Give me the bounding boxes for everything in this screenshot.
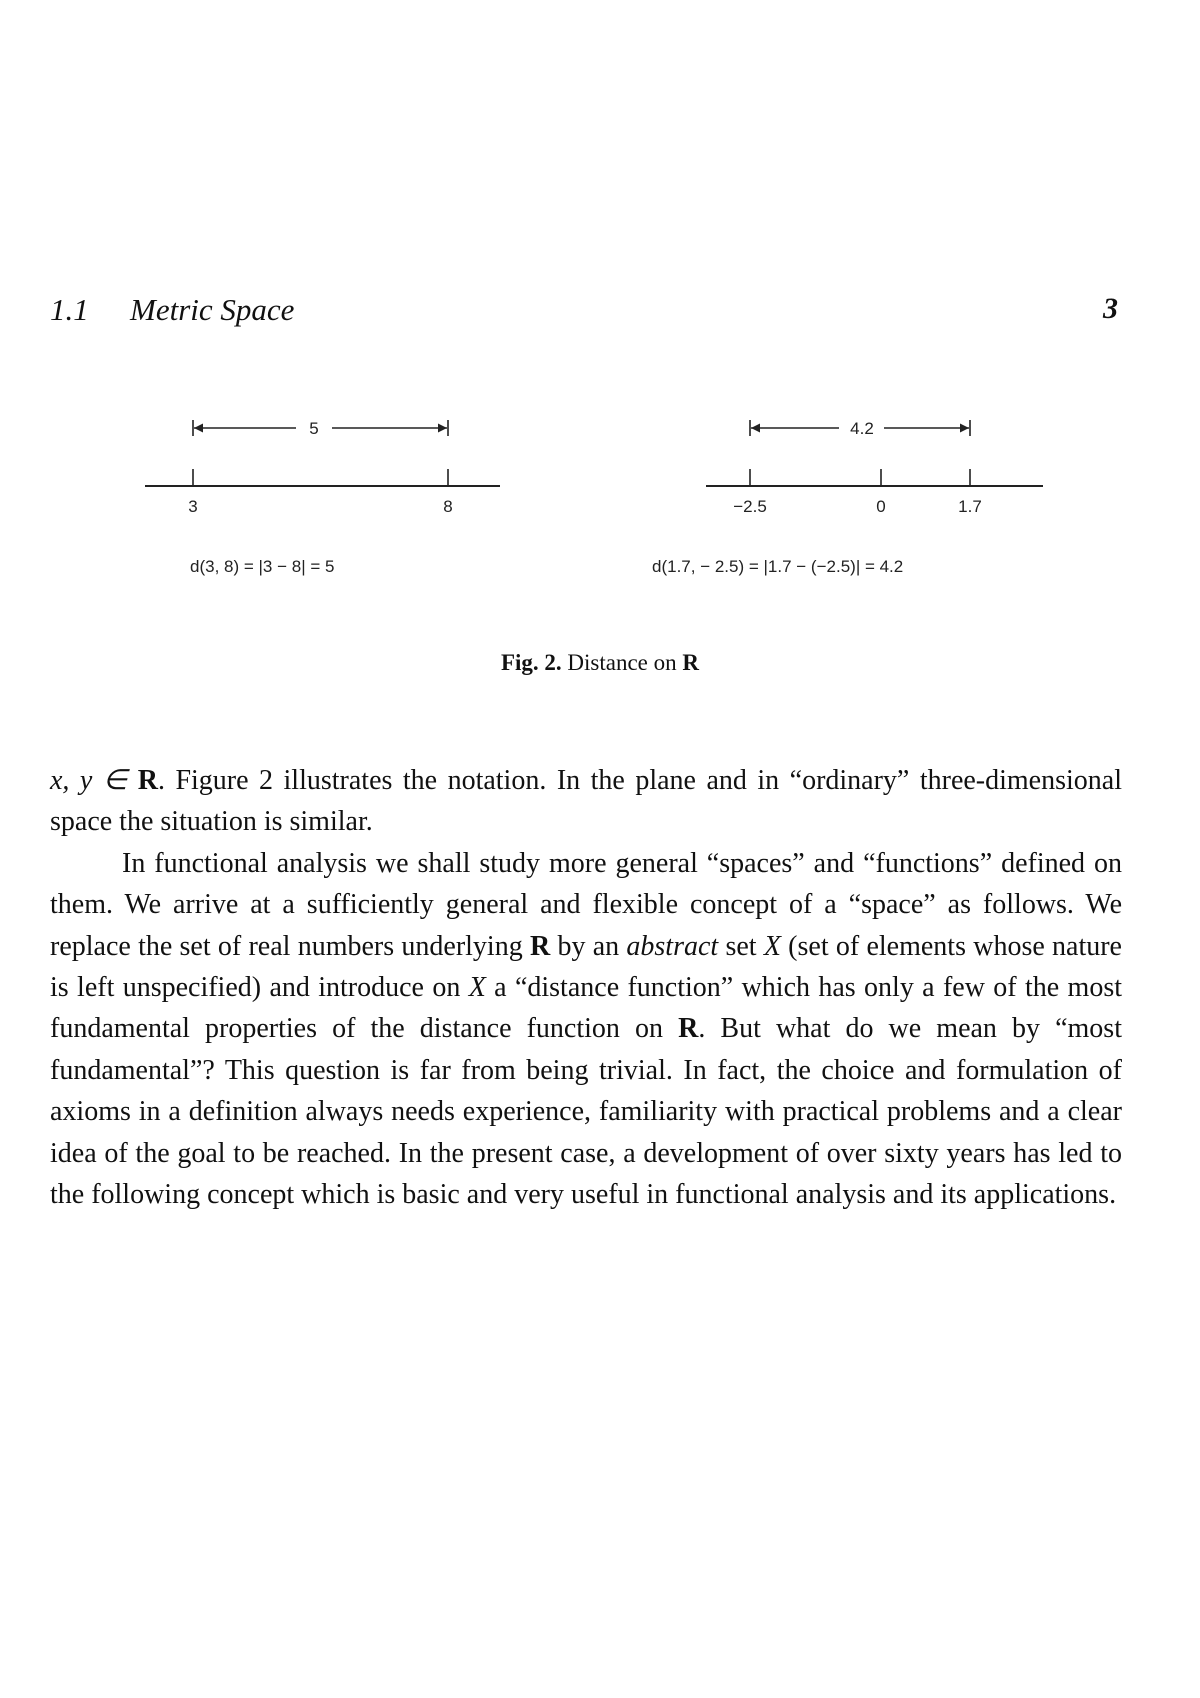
figure-caption [0,650,1200,676]
figure-caption-set-symbol: R [682,650,700,675]
left-tick-label-3: 3 [188,497,198,516]
figure-caption-text: Distance on [567,650,677,675]
paragraph-2 [50,843,1122,1216]
p1-lead: x, y ∈ [50,765,138,796]
p1-set-symbol: R [137,765,158,796]
p2-set-x-2: X [468,972,486,1004]
figure-caption-label: Fig. 2. [500,650,562,675]
left-distance-label: 5 [309,420,319,438]
left-number-line-diagram [145,420,500,576]
page-number: 3 [1103,292,1118,325]
p2-set-symbol-1: R [529,930,551,962]
p2-set-x-1: X [763,930,781,962]
right-tick-label-1-7: 1.7 [958,497,982,516]
left-tick-label-8: 8 [443,497,453,516]
right-tick-label-0: 0 [876,497,886,516]
right-tick-label-neg2-5: −2.5 [733,497,767,516]
p2-s2: by an [550,930,627,962]
p2-s4: (set of elements whose nature is left unspecified) and introduce on [50,930,1122,1004]
paragraph-1 [50,760,1122,843]
p2-s3: set [718,930,764,962]
right-distance-label: 4.2 [850,420,874,438]
right-formula: d(1.7, − 2.5) = |1.7 − (−2.5)| = 4.2 [652,557,904,576]
p1-text: . Figure 2 illustrates the notation. In the plane and in “ordinary” three-dimensional space the situation is similar. [50,765,1122,838]
right-number-line-diagram [652,420,1043,576]
figure-2 [0,420,1200,700]
p2-s5: a “distance function” which has only a few of the most fundamental properties of the distance function on [50,972,1123,1045]
running-head [50,292,1118,336]
section-number: 1.1 [50,292,89,327]
figure-2-diagrams [0,420,1200,620]
section-title: Metric Space [130,292,295,327]
p2-set-symbol-2: R [678,1013,699,1045]
p2-s6: . But what do we mean by “most fundamental”? This question is far from being trivial. In fact, the choice and formulation of axioms in a definition always needs experience, familiarity with practical problems and a clear idea of the goal to be reached. In the present case, a development of over sixty years has led to the following concept which is basic and very useful in functional analysis and its applications. [50,1013,1122,1211]
p2-s1: In functional analysis we shall study more general “spaces” and “functions” defined on them. We arrive at a sufficiently general and flexible concept of a “space” as follows. We replace the set of real numbers underlying [50,847,1122,962]
body-text [50,760,1122,1215]
p2-abstract: abstract [626,930,719,962]
left-formula: d(3, 8) = |3 − 8| = 5 [190,557,335,576]
